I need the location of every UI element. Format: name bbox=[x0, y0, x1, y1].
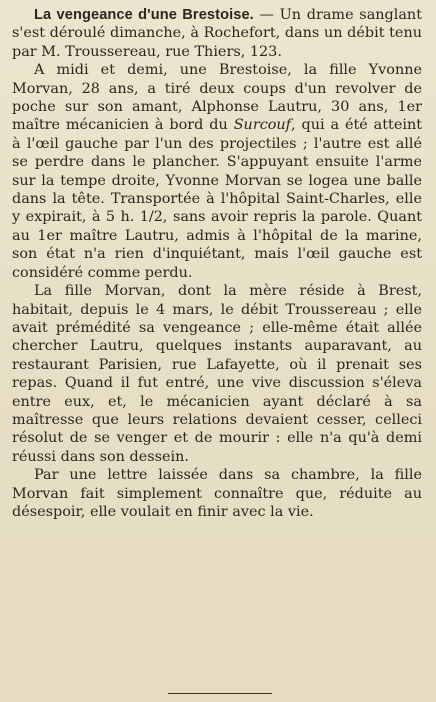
article-lead: — Un drame sanglant s'est déroulé dimanche, à Rochefort, dans un débit tenu par M. Troussereau, rue Thiers, 123. bbox=[12, 7, 422, 60]
news-article bbox=[12, 6, 422, 521]
paragraph-2 bbox=[12, 61, 422, 282]
paragraph-2-text-a: A midi et demi, une Brestoise, la fille Yvonne Morvan, 28 ans, a tiré deux coups d'un revolver de poche sur son amant, Alphonse Lautru, 30 ans, 1er maître mécanicien à bord du bbox=[12, 62, 422, 134]
paragraph-1 bbox=[12, 6, 422, 61]
article-title: La vengeance d'une Brestoise. bbox=[34, 7, 254, 23]
end-rule bbox=[168, 693, 272, 694]
paragraph-3: La fille Morvan, dont la mère réside à Brest, habitait, depuis le 4 mars, le débit Troussereau ; elle avait prémédité sa vengeance ; elle-même était allée chercher Lautru, quelques instants auparavant, au restaurant Parisien, rue Lafayette, où il prenait ses repas. Quand il fut entré, une vive discussion s'éleva entre eux, et, le mécanicien ayant déclaré à sa maîtresse que leurs relations devaient cesser, celleci résolut de se venger et de mourir : elle n'a qu'à demi réussi dans son dessein. bbox=[12, 283, 422, 465]
ship-name: Surcouf bbox=[233, 117, 292, 134]
paragraph-2-text-b: , qui a été atteint à l'œil gauche par l'un des projectiles ; l'autre est allé se perdre dans le plancher. S'appuyant ensuite l'arme sur la tempe droite, Yvonne Morvan se logea une balle dans la tête. Transportée à l'hôpital Saint-Charles, elle y expirait, à 5 h. 1/2, sans avoir repris la parole. Quant au 1er maître Lautru, admis à l'hôpital de la marine, son état n'a rien d'inquiétant, mais l'œil gauche est considéré comme perdu. bbox=[12, 117, 423, 281]
paragraph-4: Par une lettre laissée dans sa chambre, la fille Morvan fait simplement connaître que, réduite au désespoir, elle voulait en finir avec la vie. bbox=[12, 467, 422, 520]
